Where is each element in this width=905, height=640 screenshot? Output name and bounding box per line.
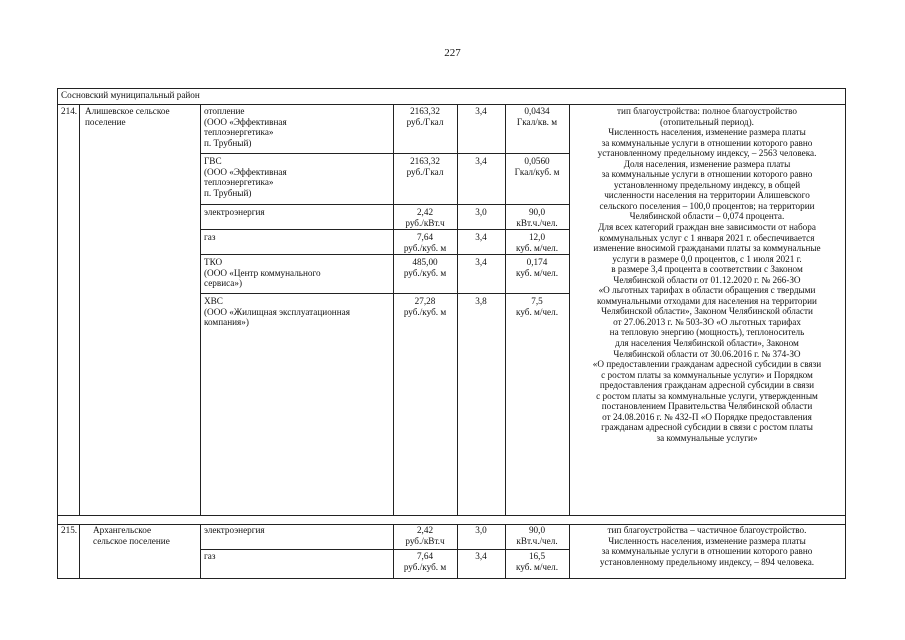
- service-price: 2,42 руб./кВт.ч: [405, 207, 445, 228]
- consumption-norm: 90,0 кВт.ч./чел.: [516, 207, 558, 228]
- description-line: за коммунальные услуги в отношении которого равно: [601, 169, 813, 180]
- price-growth-index: 3,0: [475, 525, 487, 535]
- column-border: [79, 104, 80, 515]
- description-line: Челябинской области», Законом Челябинской области: [601, 306, 813, 317]
- service-price: 2163,32 руб./Гкал: [406, 156, 444, 177]
- description-line: в размере 3,4 процента в соответствии с Законом: [611, 264, 803, 275]
- table-bottom-border: [57, 578, 846, 579]
- service-price: 27,28 руб./куб. м: [403, 296, 447, 317]
- settlement-name: Архангельское сельское поселение: [93, 525, 170, 546]
- price-growth-index: 3,0: [475, 207, 487, 217]
- service-separator: [200, 293, 569, 294]
- description-line: за коммунальные услуги в отношении которого равно: [601, 546, 813, 557]
- service-price: 7,64 руб./куб. м: [403, 551, 447, 572]
- table-top-border: [57, 88, 846, 89]
- settlement-description: [570, 525, 844, 567]
- description-line: (отопительный период).: [660, 116, 754, 127]
- service-separator: [200, 254, 569, 255]
- service-name: ТКО (ООО «Центр коммунального сервиса»): [204, 257, 321, 289]
- description-line: Численность населения, изменение размера платы: [608, 127, 806, 138]
- description-line: коммунальными отходами для населения на территории: [597, 295, 817, 306]
- column-border: [200, 524, 201, 578]
- service-name: электроэнергия: [204, 207, 265, 217]
- service-separator: [200, 153, 569, 154]
- description-line: коммунальных услуг с 1 января 2021 г. обеспечивается: [599, 232, 815, 243]
- description-line: изменение вносимой гражданами платы за коммунальные: [593, 243, 821, 254]
- description-line: от 24.08.2016 г. № 432-П «О Порядке предоставления: [602, 411, 812, 422]
- settlement-description: [570, 106, 844, 444]
- service-separator: [200, 549, 569, 550]
- description-line: Численность населения, изменение размера платы: [608, 535, 806, 546]
- row-number: 214.: [61, 106, 78, 116]
- price-growth-index: 3,4: [475, 257, 487, 267]
- description-line: установленному предельному индексу, – 2563 человека.: [597, 148, 817, 159]
- consumption-norm: 0,0434 Гкал/кв. м: [516, 106, 558, 127]
- description-line: сельского поселения – 100,0 процентов; на территории: [599, 200, 815, 211]
- price-growth-index: 3,4: [475, 232, 487, 242]
- description-line: на тепловую энергию (мощность), теплоноситель: [609, 327, 805, 338]
- description-line: предоставления гражданам адресной субсидии в связи: [599, 380, 815, 391]
- description-line: Челябинской области – 0,074 процента.: [629, 211, 785, 222]
- description-line: услуги в размере 0,0 процентов, с 1 июля 2021 г.: [612, 253, 802, 264]
- description-line: с ростом платы за коммунальные услуги, утвержденным: [596, 390, 818, 401]
- consumption-norm: 16,5 куб. м/чел.: [515, 551, 559, 572]
- consumption-norm: 0,174 куб. м/чел.: [515, 257, 559, 278]
- description-line: Челябинской области от 01.12.2020 г. № 266-ЗО: [613, 274, 801, 285]
- description-line: Доля населения, изменение размера платы: [623, 158, 791, 169]
- description-line: численности населения на территории Алишевского: [604, 190, 810, 201]
- column-border: [200, 104, 201, 515]
- service-name: электроэнергия: [204, 525, 265, 535]
- consumption-norm: 12,0 куб. м/чел.: [515, 232, 559, 253]
- price-growth-index: 3,4: [475, 106, 487, 116]
- consumption-norm: 90,0 кВт.ч./чел.: [516, 525, 558, 546]
- service-name: ХВС (ООО «Жилищная эксплуатационная компания»): [204, 296, 350, 328]
- description-line: для населения Челябинской области», Законом: [615, 338, 799, 349]
- service-price: 2163,32 руб./Гкал: [406, 106, 444, 127]
- description-line: с ростом платы за коммунальные услуги» и Порядком: [601, 369, 813, 380]
- table-left-border: [57, 88, 58, 579]
- description-line: Челябинской области от 30.06.2016 г. № 374-ЗО: [613, 348, 801, 359]
- row-214-bottom-border: [57, 515, 846, 516]
- district-heading: Сосновский муниципальный район: [61, 90, 200, 100]
- service-price: 2,42 руб./кВт.ч: [405, 525, 445, 546]
- description-line: постановлением Правительства Челябинской области: [601, 401, 813, 412]
- description-line: за коммунальные услуги»: [656, 432, 758, 443]
- settlement-name: Алишевское сельское поселение: [85, 106, 170, 127]
- service-price: 7,64 руб./куб. м: [403, 232, 447, 253]
- page-number: 227: [444, 47, 461, 59]
- service-name: газ: [204, 551, 216, 561]
- description-line: гражданам адресной субсидии в связи с ростом платы: [601, 422, 813, 433]
- column-border: [79, 524, 80, 578]
- service-name: отопление (ООО «Эффективная теплоэнергетика» п. Трубный): [204, 106, 287, 148]
- description-line: тип благоустройства: полное благоустройство: [617, 106, 797, 116]
- row-number: 215.: [61, 525, 78, 535]
- description-line: установленному предельному индексу, в общей: [613, 179, 801, 190]
- service-separator: [200, 229, 569, 230]
- price-growth-index: 3,4: [475, 156, 487, 166]
- description-line: Для всех категорий граждан вне зависимости от набора: [598, 222, 816, 233]
- consumption-norm: 7,5 куб. м/чел.: [515, 296, 559, 317]
- description-line: за коммунальные услуги в отношении которого равно: [601, 137, 813, 148]
- description-line: «О льготных тарифах в области обращения с твердыми: [598, 285, 816, 296]
- service-separator: [200, 204, 569, 205]
- district-row-border: [57, 104, 846, 105]
- description-line: установленному предельному индексу, – 894 человека.: [599, 556, 815, 567]
- description-line: от 27.06.2013 г. № 503-ЗО «О льготных тарифах: [613, 316, 801, 327]
- service-name: газ: [204, 232, 216, 242]
- price-growth-index: 3,4: [475, 551, 487, 561]
- table-right-border: [845, 88, 846, 579]
- service-name: ГВС (ООО «Эффективная теплоэнергетика» п. Трубный): [204, 156, 287, 198]
- description-line: «О предоставлении гражданам адресной субсидии в связи: [592, 359, 822, 370]
- price-growth-index: 3,8: [475, 296, 487, 306]
- consumption-norm: 0,0560 Гкал/куб. м: [514, 156, 560, 177]
- description-line: тип благоустройства – частичное благоустройство.: [607, 525, 807, 535]
- service-price: 485,00 руб./куб. м: [403, 257, 447, 278]
